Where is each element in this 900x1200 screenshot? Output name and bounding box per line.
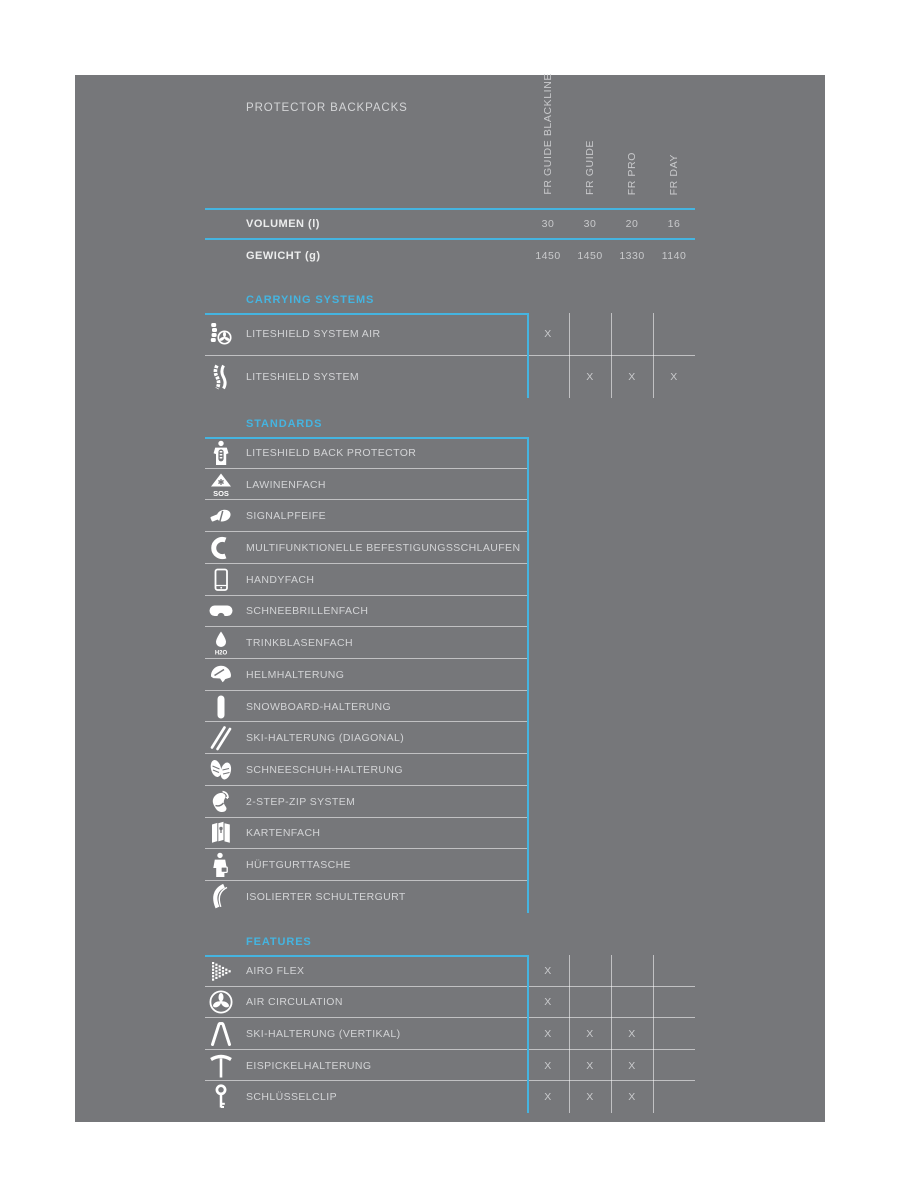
feature-mark: X bbox=[544, 1059, 552, 1072]
key-icon bbox=[205, 1083, 237, 1111]
product-column-header: FR PRO bbox=[625, 151, 638, 195]
feature-row bbox=[205, 818, 695, 850]
feature-row bbox=[205, 754, 695, 786]
feature-mark: X bbox=[544, 1091, 552, 1104]
feature-mark-empty bbox=[611, 987, 653, 1019]
feature-label: HELMHALTERUNG bbox=[246, 668, 345, 681]
spec-row-label: VOLUMEN (l) bbox=[246, 218, 320, 230]
feature-mark-empty bbox=[653, 1050, 695, 1082]
feature-mark-empty bbox=[569, 313, 611, 356]
product-column-header: FR GUIDE bbox=[583, 140, 596, 195]
spec-table bbox=[205, 208, 695, 272]
feature-label: SCHLÜSSELCLIP bbox=[246, 1091, 337, 1104]
feature-label: SKI-HALTERUNG (DIAGONAL) bbox=[246, 732, 405, 745]
feature-mark-empty bbox=[653, 1081, 695, 1113]
feature-row bbox=[205, 532, 695, 564]
feature-mark-empty bbox=[611, 955, 653, 987]
spec-value: 1450 bbox=[535, 250, 561, 262]
feature-label: 2-STEP-ZIP SYSTEM bbox=[246, 795, 356, 808]
feature-label: MULTIFUNKTIONELLE BEFESTIGUNGSSCHLAUFEN bbox=[246, 542, 521, 555]
feature-row bbox=[205, 500, 695, 532]
back-protector-icon bbox=[205, 439, 237, 467]
feature-label: SIGNALPFEIFE bbox=[246, 510, 327, 523]
map-icon bbox=[205, 819, 237, 847]
feature-label: TRINKBLASENFACH bbox=[246, 637, 353, 650]
zip-system-icon bbox=[205, 788, 237, 816]
feature-mark: X bbox=[544, 964, 552, 977]
feature-mark: X bbox=[586, 1027, 594, 1040]
feature-mark: X bbox=[544, 328, 552, 341]
ski-vertical-icon bbox=[205, 1020, 237, 1048]
spec-value: 16 bbox=[667, 218, 681, 230]
feature-mark-empty bbox=[653, 955, 695, 987]
feature-row bbox=[205, 691, 695, 723]
spec-row-values bbox=[527, 240, 695, 272]
feature-mark: X bbox=[586, 1091, 594, 1104]
spec-row bbox=[205, 240, 695, 272]
feature-mark: X bbox=[670, 370, 678, 383]
section bbox=[205, 936, 695, 1113]
spec-sheet-panel bbox=[75, 75, 825, 1122]
helmet-icon bbox=[205, 661, 237, 689]
section-title: FEATURES bbox=[246, 936, 312, 948]
spec-value: 30 bbox=[583, 218, 597, 230]
section-vertical-rule bbox=[527, 437, 529, 913]
feature-row bbox=[205, 313, 695, 356]
column-divider bbox=[611, 955, 612, 1113]
section-top-rule bbox=[205, 313, 529, 315]
feature-row bbox=[205, 659, 695, 691]
feature-label: LAWINENFACH bbox=[246, 478, 326, 491]
spine-fan-icon bbox=[205, 320, 237, 348]
column-divider bbox=[569, 955, 570, 1113]
product-column-header: FR GUIDE BLACKLINE bbox=[541, 73, 554, 195]
feature-label: AIRO FLEX bbox=[246, 964, 305, 977]
product-column-headers bbox=[205, 75, 695, 195]
feature-row bbox=[205, 881, 695, 913]
feature-label: LITESHIELD SYSTEM bbox=[246, 370, 359, 383]
feature-label: SKI-HALTERUNG (VERTIKAL) bbox=[246, 1027, 401, 1040]
feature-mark-empty bbox=[611, 313, 653, 356]
feature-row bbox=[205, 987, 695, 1019]
column-divider bbox=[653, 313, 654, 398]
section-rows bbox=[205, 437, 695, 913]
feature-mark: X bbox=[544, 1027, 552, 1040]
goggles-icon bbox=[205, 597, 237, 625]
feature-mark-empty bbox=[653, 313, 695, 356]
spec-value: 1450 bbox=[577, 250, 603, 262]
feature-row bbox=[205, 722, 695, 754]
product-column-header: FR DAY bbox=[667, 153, 680, 195]
section-rows bbox=[205, 955, 695, 1113]
feature-row bbox=[205, 849, 695, 881]
feature-label: HÜFTGURTTASCHE bbox=[246, 859, 351, 872]
snowshoe-icon bbox=[205, 756, 237, 784]
feature-row bbox=[205, 955, 695, 987]
column-divider bbox=[653, 955, 654, 1113]
feature-row bbox=[205, 437, 695, 469]
svg-text:H2O: H2O bbox=[214, 650, 228, 657]
fan-icon bbox=[205, 988, 237, 1016]
feature-label: HANDYFACH bbox=[246, 573, 315, 586]
section bbox=[205, 418, 695, 913]
spec-row-label: GEWICHT (g) bbox=[246, 250, 321, 262]
feature-label: SNOWBOARD-HALTERUNG bbox=[246, 700, 392, 713]
feature-mark: X bbox=[628, 370, 636, 383]
ski-diagonal-icon bbox=[205, 724, 237, 752]
feature-row bbox=[205, 627, 695, 659]
feature-row bbox=[205, 1018, 695, 1050]
section-vertical-rule bbox=[527, 955, 529, 1113]
feature-label: LITESHIELD BACK PROTECTOR bbox=[246, 446, 417, 459]
snowboard-icon bbox=[205, 693, 237, 721]
feature-mark-empty bbox=[527, 356, 569, 399]
spec-value: 1330 bbox=[619, 250, 645, 262]
feature-label: KARTENFACH bbox=[246, 827, 321, 840]
feature-row bbox=[205, 786, 695, 818]
hipbelt-icon bbox=[205, 851, 237, 879]
spec-row bbox=[205, 208, 695, 240]
page-title: PROTECTOR BACKPACKS bbox=[246, 102, 408, 114]
column-divider bbox=[611, 313, 612, 398]
feature-mark-empty bbox=[569, 987, 611, 1019]
spec-row-values bbox=[527, 210, 695, 238]
feature-label: EISPICKELHALTERUNG bbox=[246, 1059, 372, 1072]
feature-mark: X bbox=[628, 1059, 636, 1072]
section-top-rule bbox=[205, 955, 529, 957]
feature-label: AIR CIRCULATION bbox=[246, 996, 343, 1009]
spec-value: 30 bbox=[541, 218, 555, 230]
section-title: CARRYING SYSTEMS bbox=[246, 294, 375, 306]
hydration-icon bbox=[205, 629, 237, 657]
section-title: STANDARDS bbox=[246, 418, 323, 430]
feature-row bbox=[205, 356, 695, 399]
phone-icon bbox=[205, 566, 237, 594]
iceaxe-icon bbox=[205, 1052, 237, 1080]
section-top-rule bbox=[205, 437, 529, 439]
whistle-icon bbox=[205, 502, 237, 530]
feature-mark-empty bbox=[569, 955, 611, 987]
shoulder-strap-icon bbox=[205, 883, 237, 911]
feature-row bbox=[205, 469, 695, 501]
feature-mark: X bbox=[586, 370, 594, 383]
feature-label: ISOLIERTER SCHULTERGURT bbox=[246, 890, 406, 903]
feature-mark: X bbox=[628, 1027, 636, 1040]
feature-mark: X bbox=[628, 1091, 636, 1104]
feature-label: SCHNEEBRILLENFACH bbox=[246, 605, 369, 618]
feature-label: LITESHIELD SYSTEM AIR bbox=[246, 328, 381, 341]
loop-icon bbox=[205, 534, 237, 562]
feature-mark: X bbox=[586, 1059, 594, 1072]
section-vertical-rule bbox=[527, 313, 529, 398]
feature-mark-empty bbox=[653, 1018, 695, 1050]
svg-text:SOS: SOS bbox=[213, 488, 229, 498]
spec-value: 1140 bbox=[661, 250, 687, 262]
feature-row bbox=[205, 564, 695, 596]
section-rows bbox=[205, 313, 695, 398]
avalanche-sos-icon bbox=[205, 471, 237, 499]
feature-mark-empty bbox=[653, 987, 695, 1019]
feature-label: SCHNEESCHUH-HALTERUNG bbox=[246, 764, 403, 777]
section bbox=[205, 294, 695, 398]
feature-row bbox=[205, 596, 695, 628]
spine-icon bbox=[205, 363, 237, 391]
column-divider bbox=[569, 313, 570, 398]
spec-value: 20 bbox=[625, 218, 639, 230]
feature-mark: X bbox=[544, 996, 552, 1009]
feature-row bbox=[205, 1081, 695, 1113]
feature-row bbox=[205, 1050, 695, 1082]
airoflex-icon bbox=[205, 957, 237, 985]
